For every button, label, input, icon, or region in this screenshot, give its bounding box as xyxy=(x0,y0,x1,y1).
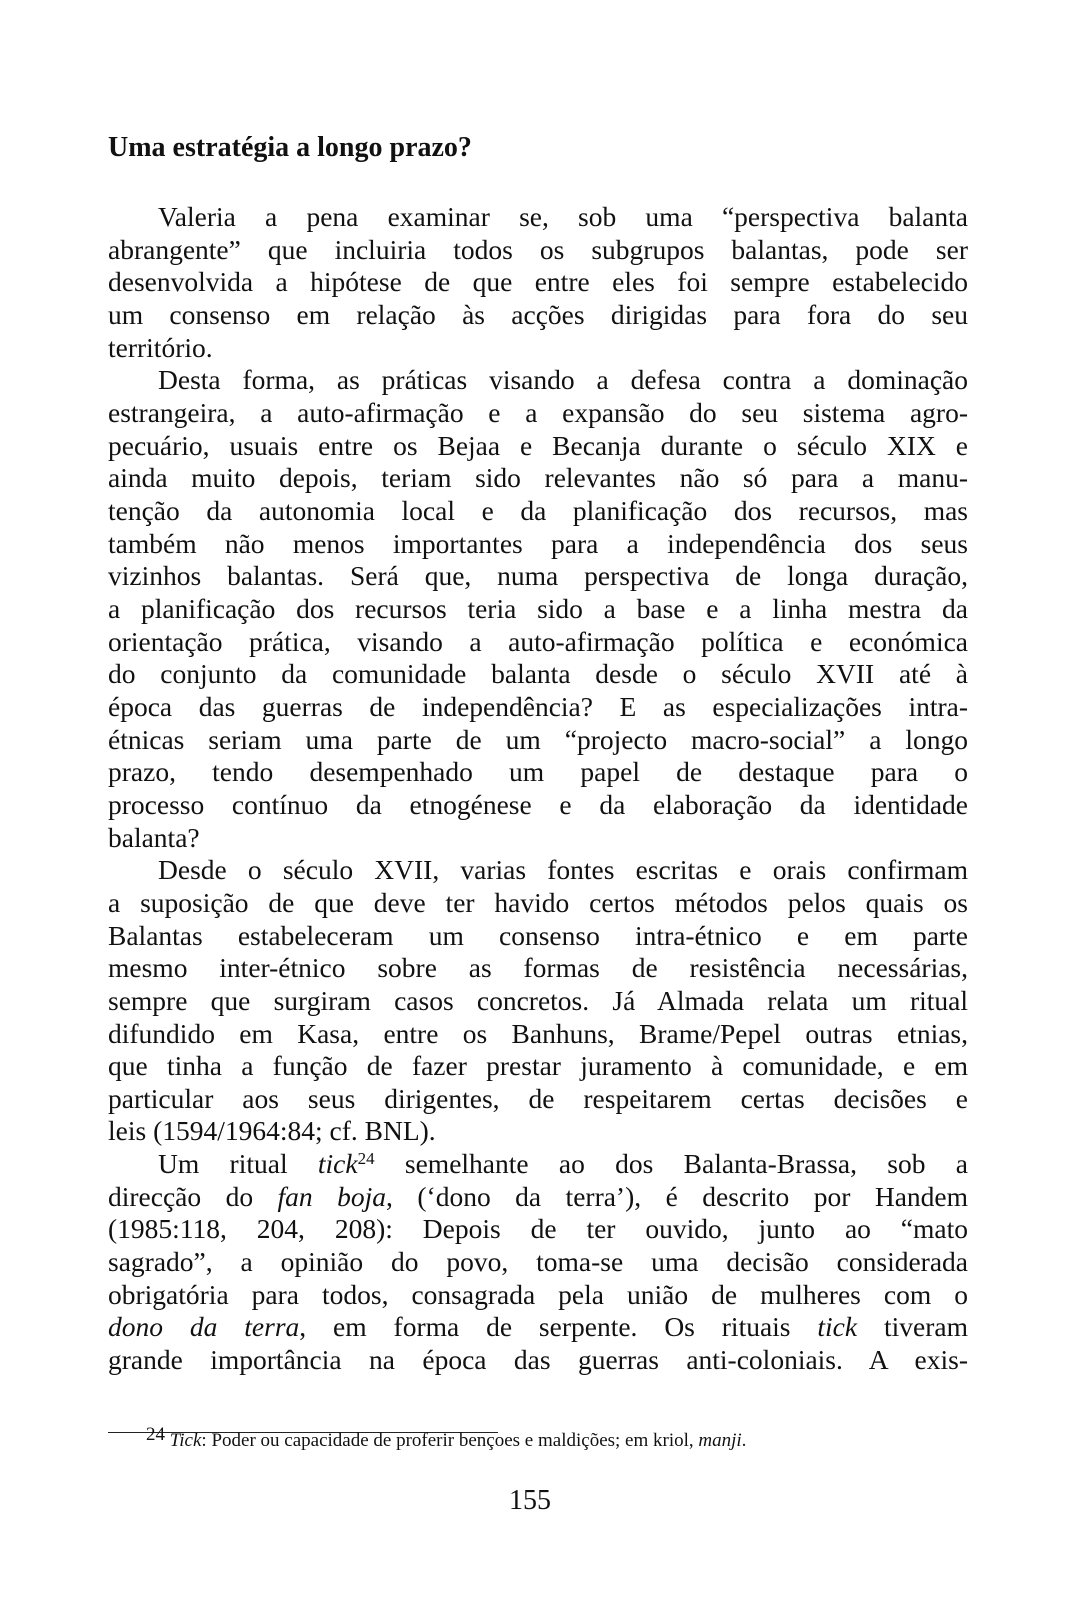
text-segment: abrangente” que incluiria todos os subgrupos balantas, pode ser xyxy=(108,233,968,265)
text-segment: do conjunto da comunidade balanta desde o século XVII até à xyxy=(108,658,968,690)
text-line xyxy=(108,1344,968,1376)
text-segment: mesmo inter-étnico sobre as formas de resistência necessárias, xyxy=(108,952,968,984)
text-segment: Um ritual xyxy=(158,1148,318,1180)
text-line xyxy=(108,658,968,690)
text-segment: semelhante ao dos Balanta-Brassa, sob a xyxy=(374,1148,968,1180)
text-segment: Desta forma, as práticas visando a defesa contra a dominação xyxy=(158,364,968,396)
text-line xyxy=(108,920,968,952)
text-line xyxy=(108,234,968,266)
text-segment: que tinha a função de fazer prestar juramento à comunidade, e em xyxy=(108,1050,968,1082)
footnote-text: : Poder ou capacidade de proferir bençoes e maldições; em kriol, xyxy=(201,1430,699,1451)
text-segment: obrigatória para todos, consagrada pela união de mulheres com o xyxy=(108,1278,968,1310)
text-line xyxy=(108,1246,968,1278)
text-line xyxy=(108,462,968,494)
text-line xyxy=(108,1083,968,1115)
text-segment: (1985:118, 204, 208): Depois de ter ouvido, junto ao “mato xyxy=(108,1213,968,1245)
text-line xyxy=(108,1279,968,1311)
text-segment: étnicas seriam uma parte de um “projecto macro-social” a longo xyxy=(108,723,968,755)
text-line xyxy=(108,822,968,854)
text-line xyxy=(108,1181,968,1213)
text-line xyxy=(158,1148,968,1180)
text-segment: processo contínuo da etnogénese e da elaboração da identidade xyxy=(108,788,968,820)
text-segment: desenvolvida a hipótese de que entre eles foi sempre estabelecido xyxy=(108,266,968,298)
text-line xyxy=(108,1115,968,1147)
section-title: Uma estratégia a longo prazo? xyxy=(108,132,472,163)
text-line xyxy=(108,1311,968,1343)
text-segment: leis (1594/1964:84; cf. BNL). xyxy=(108,1115,436,1147)
text-segment: prazo, tendo desempenhado um papel de destaque para o xyxy=(108,756,968,788)
italic-term: fan boja xyxy=(277,1180,387,1212)
text-line xyxy=(108,1213,968,1245)
text-line xyxy=(108,789,968,821)
text-segment: direcção do xyxy=(108,1180,278,1212)
text-segment: vizinhos balantas. Será que, numa perspectiva de longa duração, xyxy=(108,560,968,592)
text-segment: Desde o século XVII, varias fontes escritas e orais confirmam xyxy=(158,854,968,886)
text-segment: território. xyxy=(108,331,213,363)
text-segment: tenção da autonomia local e da planificação dos recursos, mas xyxy=(108,494,968,526)
text-line xyxy=(108,560,968,592)
text-line xyxy=(108,952,968,984)
page-number: 155 xyxy=(509,1485,551,1516)
text-line xyxy=(108,397,968,429)
italic-term: dono da terra xyxy=(108,1311,300,1343)
footnote-end: . xyxy=(741,1430,747,1451)
text-line xyxy=(158,201,968,233)
text-line xyxy=(108,887,968,919)
text-segment: também não menos importantes para a independência dos seus xyxy=(108,527,968,559)
text-line xyxy=(108,299,968,331)
text-line xyxy=(108,1050,968,1082)
text-segment: ainda muito depois, teriam sido relevantes não só para a manu- xyxy=(108,462,968,494)
text-line xyxy=(158,364,968,396)
text-segment: particular aos seus dirigentes, de respeitarem certas decisões e xyxy=(108,1082,968,1114)
footnote-ref: 24 xyxy=(357,1149,375,1169)
text-segment: sagrado”, a opinião do povo, toma-se uma decisão considerada xyxy=(108,1246,968,1278)
text-segment: a planificação dos recursos teria sido a base e a linha mestra da xyxy=(108,592,968,624)
text-line xyxy=(108,985,968,1017)
text-line xyxy=(108,1018,968,1050)
text-segment: difundido em Kasa, entre os Banhuns, Brame/Pepel outras etnias, xyxy=(108,1017,968,1049)
text-segment: Valeria a pena examinar se, sob uma “perspectiva balanta xyxy=(158,201,968,232)
text-segment: sempre que surgiram casos concretos. Já Almada relata um ritual xyxy=(108,984,968,1016)
text-segment: , em forma de serpente. Os rituais xyxy=(299,1311,818,1343)
text-segment: Balantas estabeleceram um consenso intra-étnico e em parte xyxy=(108,919,968,951)
text-line xyxy=(158,854,968,886)
text-line xyxy=(108,430,968,462)
text-segment: , (‘dono da terra’), é descrito por Handem xyxy=(386,1180,969,1212)
text-line xyxy=(108,332,968,364)
text-segment: tiveram xyxy=(857,1311,968,1343)
text-segment: pecuário, usuais entre os Bejaa e Becanja durante o século XIX e xyxy=(108,429,968,461)
text-segment: a suposição de que deve ter havido certos métodos pelos quais os xyxy=(108,886,968,918)
footnote-term2: manji xyxy=(698,1430,742,1451)
text-line xyxy=(108,266,968,298)
footnote-number: 24 xyxy=(146,1424,165,1445)
text-segment: estrangeira, a auto-afirmação e a expansão do seu sistema agro- xyxy=(108,396,968,428)
italic-term: tick xyxy=(817,1311,858,1343)
footnote xyxy=(146,1424,746,1452)
italic-term: tick xyxy=(317,1148,358,1180)
text-line xyxy=(108,626,968,658)
text-line xyxy=(108,724,968,756)
text-segment: grande importância na época das guerras anti-coloniais. A exis- xyxy=(108,1344,968,1376)
text-line xyxy=(108,528,968,560)
text-line xyxy=(108,593,968,625)
footnote-term: Tick xyxy=(169,1430,202,1451)
text-segment: balanta? xyxy=(108,821,200,853)
text-segment: um consenso em relação às acções dirigidas para fora do seu xyxy=(108,298,968,330)
text-line xyxy=(108,756,968,788)
text-line xyxy=(108,495,968,527)
text-line xyxy=(108,691,968,723)
text-segment: orientação prática, visando a auto-afirmação política e económica xyxy=(108,625,968,657)
text-segment: época das guerras de independência? E as especializações intra- xyxy=(108,690,968,722)
